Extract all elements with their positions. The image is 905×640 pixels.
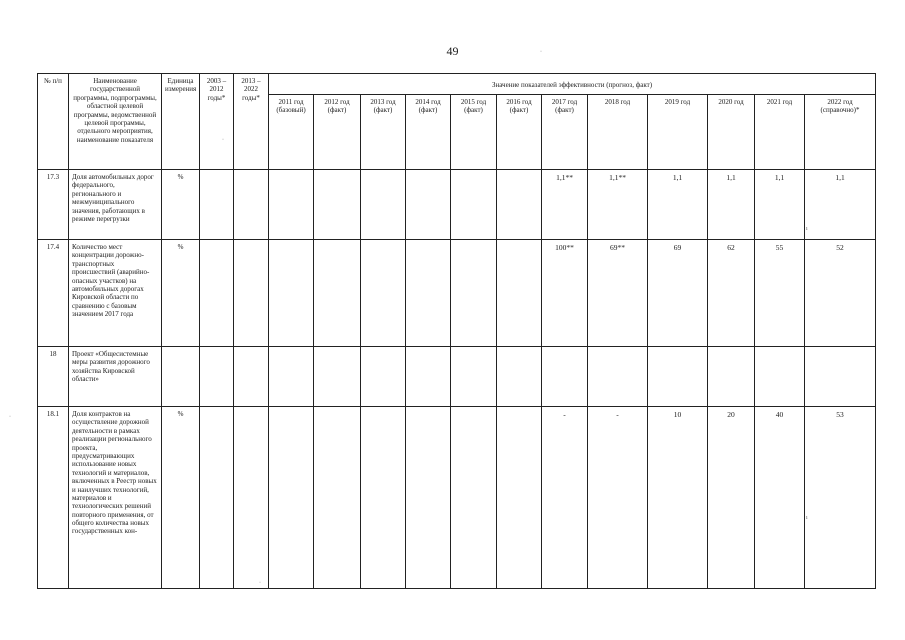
value-cell bbox=[497, 407, 542, 589]
period-cell bbox=[200, 407, 234, 589]
period-cell bbox=[200, 170, 234, 240]
header-period-2003-2012: 2003 – 2012 годы* bbox=[200, 74, 234, 170]
header-year: 2018 год bbox=[588, 95, 648, 170]
header-year: 2017 год (факт) bbox=[542, 95, 588, 170]
scan-mark: ı bbox=[806, 226, 808, 232]
value-cell: 1,1 bbox=[648, 170, 708, 240]
value-cell: - bbox=[542, 407, 588, 589]
value-cell bbox=[755, 347, 805, 407]
value-cell bbox=[588, 347, 648, 407]
value-cell bbox=[542, 347, 588, 407]
scan-speck: · bbox=[259, 580, 261, 586]
scan-speck: · bbox=[540, 49, 542, 55]
value-cell: 10 bbox=[648, 407, 708, 589]
header-year: 2022 год (справочно)* bbox=[805, 95, 876, 170]
header-year: 2015 год (факт) bbox=[451, 95, 497, 170]
period-cell bbox=[200, 240, 234, 347]
period-cell bbox=[234, 240, 269, 347]
header-year: 2014 год (факт) bbox=[406, 95, 451, 170]
value-cell bbox=[451, 407, 497, 589]
scan-speck: · bbox=[222, 137, 224, 143]
value-cell bbox=[406, 170, 451, 240]
value-cell: 1,1 bbox=[708, 170, 755, 240]
period-cell bbox=[234, 407, 269, 589]
period-cell bbox=[234, 347, 269, 407]
header-name: Наименование государственной программы, подпрограммы, областной целевой программы, ведомственной целевой программы, отдельного мероприятия, наименование показателя bbox=[69, 74, 162, 170]
header-year: 2020 год bbox=[708, 95, 755, 170]
header-year: 2016 год (факт) bbox=[497, 95, 542, 170]
indicator-name: Доля автомобильных дорог федерального, регионального и межмуниципального значения, работающих в режиме перегрузки bbox=[69, 170, 162, 240]
header-indicator-values: Значение показателей эффективности (прогноз, факт) bbox=[269, 74, 876, 95]
row-number: 18.1 bbox=[38, 407, 69, 589]
scan-mark: ı bbox=[806, 515, 808, 521]
value-cell bbox=[451, 240, 497, 347]
header-unit: Единица измерения bbox=[162, 74, 200, 170]
row-number: 17.4 bbox=[38, 240, 69, 347]
value-cell bbox=[708, 347, 755, 407]
row-number: 18 bbox=[38, 347, 69, 407]
value-cell bbox=[497, 347, 542, 407]
value-cell bbox=[269, 407, 314, 589]
indicator-name: Доля контрактов на осуществление дорожной деятельности в рамках реализации регионального проекта, предусматривающих использование новых технологий и материалов, включенных в Реестр новых и наилучших технологий, материалов и технологических решений повторного применения, от общего количества новых государственных кон- bbox=[69, 407, 162, 589]
value-cell bbox=[497, 240, 542, 347]
value-cell bbox=[314, 407, 361, 589]
table-row bbox=[38, 347, 876, 407]
header-year: 2021 год bbox=[755, 95, 805, 170]
value-cell bbox=[361, 170, 406, 240]
value-cell bbox=[361, 347, 406, 407]
header-year: 2012 год (факт) bbox=[314, 95, 361, 170]
value-cell: 53 bbox=[805, 407, 876, 589]
value-cell: 1,1** bbox=[588, 170, 648, 240]
value-cell: 1,1 bbox=[755, 170, 805, 240]
unit-cell: % bbox=[162, 407, 200, 589]
value-cell bbox=[314, 347, 361, 407]
header-year: 2011 год (базовый) bbox=[269, 95, 314, 170]
value-cell bbox=[269, 240, 314, 347]
unit-cell bbox=[162, 347, 200, 407]
efficiency-indicators-table bbox=[37, 73, 876, 589]
value-cell: 100** bbox=[542, 240, 588, 347]
value-cell bbox=[314, 170, 361, 240]
value-cell bbox=[361, 240, 406, 347]
page-number: 49 bbox=[446, 44, 459, 58]
value-cell: 1,1** bbox=[542, 170, 588, 240]
header-year: 2013 год (факт) bbox=[361, 95, 406, 170]
value-cell bbox=[361, 407, 406, 589]
indicator-name: Количество мест концентрации дорожно-транспортных происшествий (аварийно-опасных участков) на автомобильных дорогах Кировской области по сравнению с базовым значением 2017 года bbox=[69, 240, 162, 347]
value-cell bbox=[269, 347, 314, 407]
value-cell bbox=[451, 347, 497, 407]
value-cell: 62 bbox=[708, 240, 755, 347]
unit-cell: % bbox=[162, 170, 200, 240]
value-cell bbox=[497, 170, 542, 240]
table-row bbox=[38, 407, 876, 589]
value-cell bbox=[648, 347, 708, 407]
value-cell bbox=[406, 347, 451, 407]
header-period-2013-2022: 2013 – 2022 годы* bbox=[234, 74, 269, 170]
value-cell: 20 bbox=[708, 407, 755, 589]
row-number: 17.3 bbox=[38, 170, 69, 240]
value-cell bbox=[269, 170, 314, 240]
value-cell bbox=[314, 240, 361, 347]
table-row bbox=[38, 170, 876, 240]
period-cell bbox=[200, 347, 234, 407]
value-cell bbox=[805, 347, 876, 407]
indicator-name: Проект «Общесистемные меры развития дорожного хозяйства Кировской области» bbox=[69, 347, 162, 407]
value-cell bbox=[406, 240, 451, 347]
value-cell: 69** bbox=[588, 240, 648, 347]
value-cell: 40 bbox=[755, 407, 805, 589]
header-num: № п/п bbox=[38, 74, 69, 170]
value-cell: 69 bbox=[648, 240, 708, 347]
value-cell bbox=[451, 170, 497, 240]
header-year: 2019 год bbox=[648, 95, 708, 170]
period-cell bbox=[234, 170, 269, 240]
value-cell bbox=[406, 407, 451, 589]
value-cell: 1,1 bbox=[805, 170, 876, 240]
table-row bbox=[38, 240, 876, 347]
value-cell: 55 bbox=[755, 240, 805, 347]
value-cell: - bbox=[588, 407, 648, 589]
scan-speck: · bbox=[9, 414, 11, 420]
unit-cell: % bbox=[162, 240, 200, 347]
value-cell: 52 bbox=[805, 240, 876, 347]
